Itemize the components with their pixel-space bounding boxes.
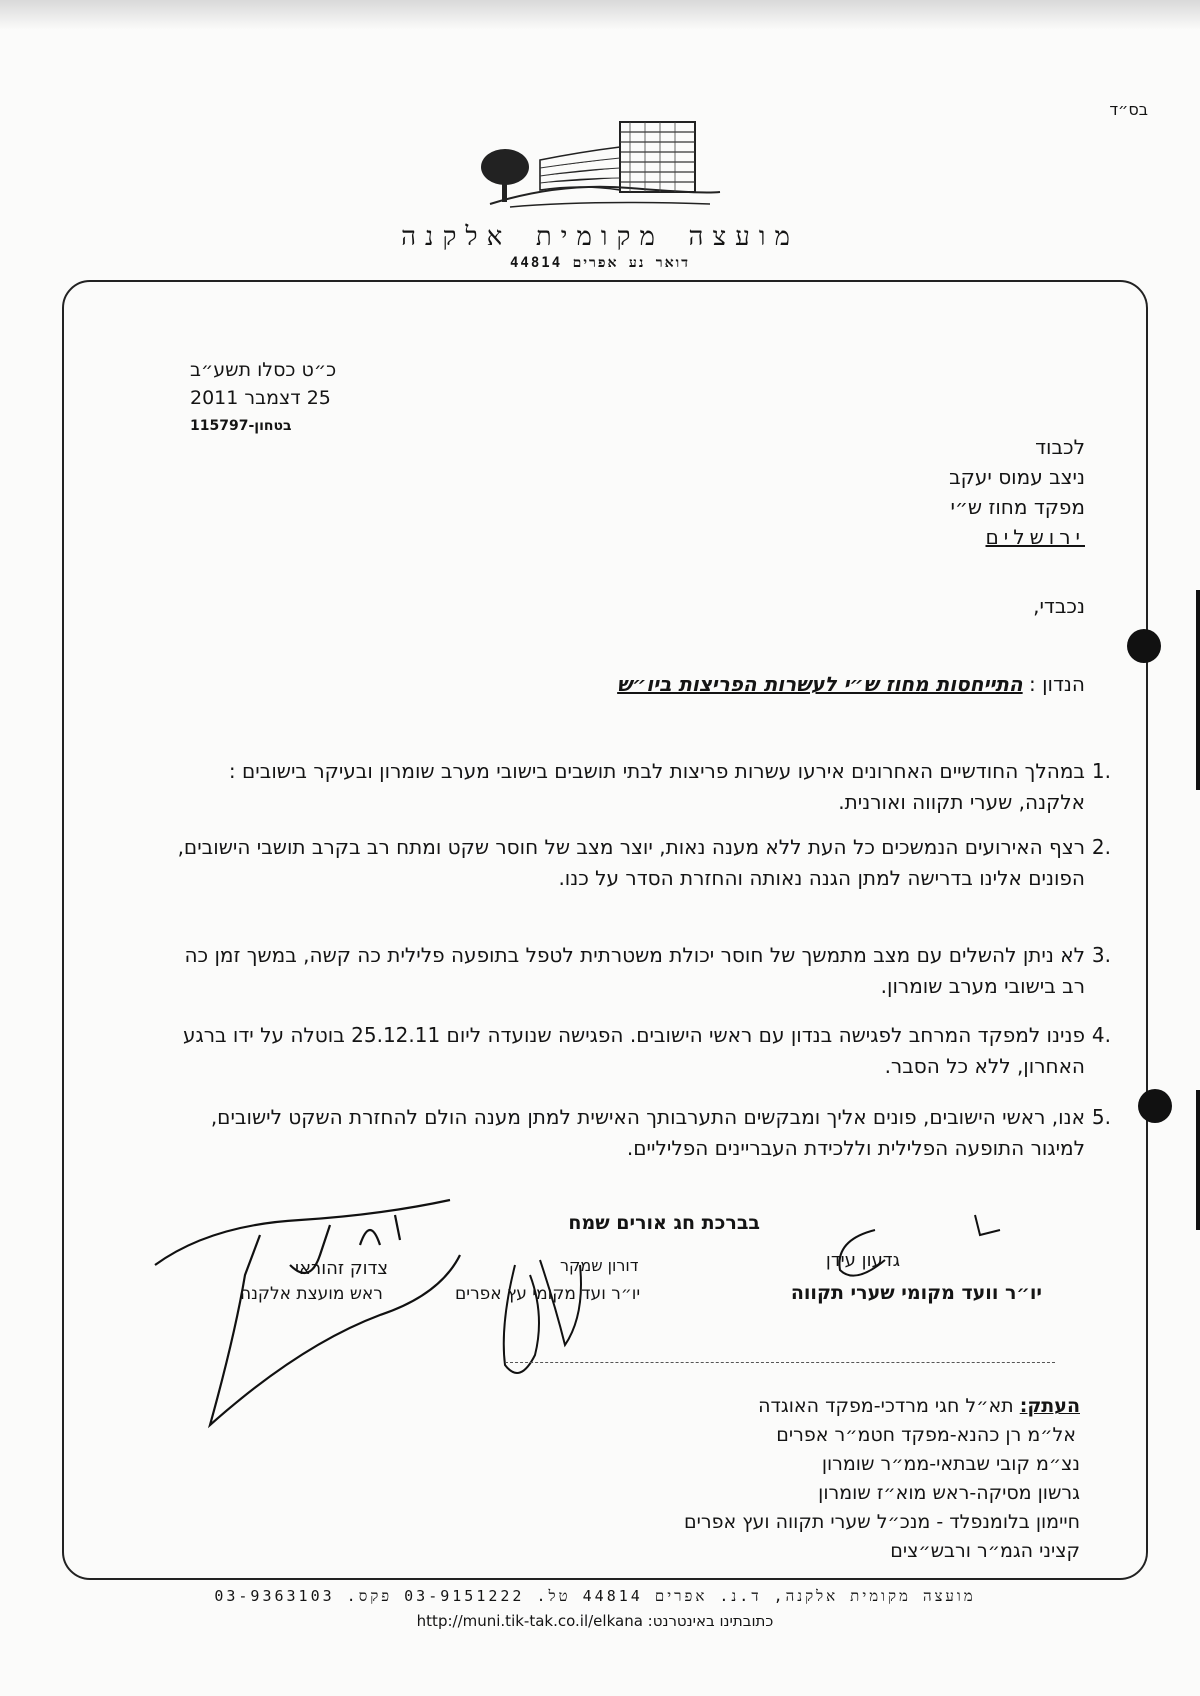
greeting: נכבדי, — [1033, 594, 1085, 618]
signatory-name: דורון שמקר — [560, 1256, 639, 1275]
list-item — [165, 1102, 1111, 1164]
scan-edge-mark — [1196, 1090, 1200, 1230]
addressee-honorific: לכבוד — [1035, 435, 1085, 459]
signatory-title: ראש מועצת אלקנה — [240, 1284, 383, 1304]
addressee-name: ניצב עמוס יעקב — [949, 465, 1085, 489]
addressee-city: ירושלים — [985, 525, 1085, 549]
list-item — [165, 832, 1111, 894]
list-item-text: אנו, ראשי הישובים, פונים אליך ומבקשים התערבותך האישית למתן מענה הולם להחזרת השקט לישובים, למיגור התופעה הפלילית וללכידת העבריינים הפליליים. — [210, 1105, 1085, 1160]
date-block — [190, 356, 390, 440]
reference-number: בטחון-115797 — [190, 418, 292, 434]
cc-label: העתק: — [1019, 1395, 1080, 1417]
list-item — [165, 1020, 1111, 1082]
signature-zadok-zohorai — [150, 1195, 470, 1445]
signature-gideon-idan — [815, 1210, 1015, 1290]
scan-edge-mark — [1196, 590, 1200, 790]
bsd-mark: בס״ד — [1109, 100, 1148, 119]
council-address: דואר נע אפרים 44814 — [510, 255, 690, 271]
list-item — [165, 940, 1111, 1002]
scan-edge-shadow — [0, 0, 1200, 30]
cc-line: גרשון מסיקה-ראש מוא״ז שומרון — [818, 1482, 1080, 1504]
list-item-number: .1 — [1091, 759, 1111, 783]
council-name: מועצה מקומית אלקנה — [401, 222, 799, 252]
subject-label: הנדון : — [1029, 672, 1085, 696]
date-hebrew: כ״ט כסלו תשע״ב — [190, 359, 337, 381]
footer-contact: מועצה מקומית אלקנה, ד.נ. אפרים 44814 טל. 03-9151222 פקס. 03-9363103 — [214, 1587, 976, 1605]
punch-hole-mark — [1127, 629, 1161, 663]
signatory-name: צדוק זהוראי — [295, 1258, 389, 1279]
list-item-number: .3 — [1091, 943, 1111, 967]
cc-line: אל״מ רן כהנא-מפקד חטמ״ר אפרים — [776, 1424, 1076, 1446]
punch-hole-mark — [1138, 1089, 1172, 1123]
cc-block — [560, 1392, 1080, 1566]
addressee-block — [949, 432, 1085, 552]
date-gregorian: 25 דצמבר 2011 — [190, 387, 331, 409]
list-item — [165, 756, 1111, 818]
cc-line: תא״ל חגי מרדכי-מפקד האוגדה — [758, 1395, 1014, 1417]
list-item-text: במהלך החודשיים האחרונים אירעו עשרות פריצות לבתי תושבים בישובי מערב שומרון ובעיקר בישובים : אלקנה, שערי תקווה ואורנית. — [228, 759, 1085, 814]
cc-line: חיימון בלומנפלד - מנכ״ל שערי תקווה ועץ אפרים — [684, 1511, 1080, 1533]
list-item-text: לא ניתן להשלים עם מצב מתמשך של חוסר יכולת משטרתית לטפל בתופעה פלילית כה קשה, במשך זמן כה רב בישובי מערב שומרון. — [184, 943, 1085, 998]
signatory-title: יו״ר ועד מקומי עץ אפרים — [455, 1284, 641, 1304]
divider — [505, 1362, 1055, 1363]
cc-line: נצ״מ קובי שבתאי-ממ״ר שומרון — [821, 1453, 1080, 1475]
subject-line — [617, 672, 1085, 696]
council-logo-icon — [470, 112, 730, 217]
list-item-text: פנינו למפקד המרחב לפגישה בנדון עם ראשי הישובים. הפגישה שנועדה ליום 25.12.11 בוטלה על ידו ברגע האחרון, ללא כל הסבר. — [182, 1023, 1085, 1078]
closing-greeting: בברכת חג אורים שמח — [568, 1212, 760, 1234]
footer-website: כתובתינו באינטרנט: http://muni.tik-tak.co.il/elkana — [416, 1612, 774, 1630]
cc-line: קציני הגמ״ר ורבש״צים — [890, 1540, 1080, 1562]
signatory-name: גדעון עידן — [825, 1250, 900, 1271]
list-item-number: .2 — [1091, 835, 1111, 859]
list-item-number: .5 — [1091, 1105, 1111, 1129]
addressee-title: מפקד מחוז ש״י — [950, 495, 1085, 519]
signature-doron-shamkar — [485, 1245, 605, 1385]
signatory-title: יו״ר וועד מקומי שערי תקווה — [790, 1282, 1042, 1304]
list-item-number: .4 — [1091, 1023, 1111, 1047]
list-item-text: רצף האירועים הנמשכים כל העת ללא מענה נאות, יוצר מצב של חוסר שקט ומתח רב בקרב תושבי הישובים, הפונים אלינו בדרישה למתן הגנה נאותה והחזרת הסדר על כנו. — [177, 835, 1085, 890]
subject-text: התייחסות מחוז ש״י לעשרות הפריצות ביו״ש — [617, 672, 1023, 696]
